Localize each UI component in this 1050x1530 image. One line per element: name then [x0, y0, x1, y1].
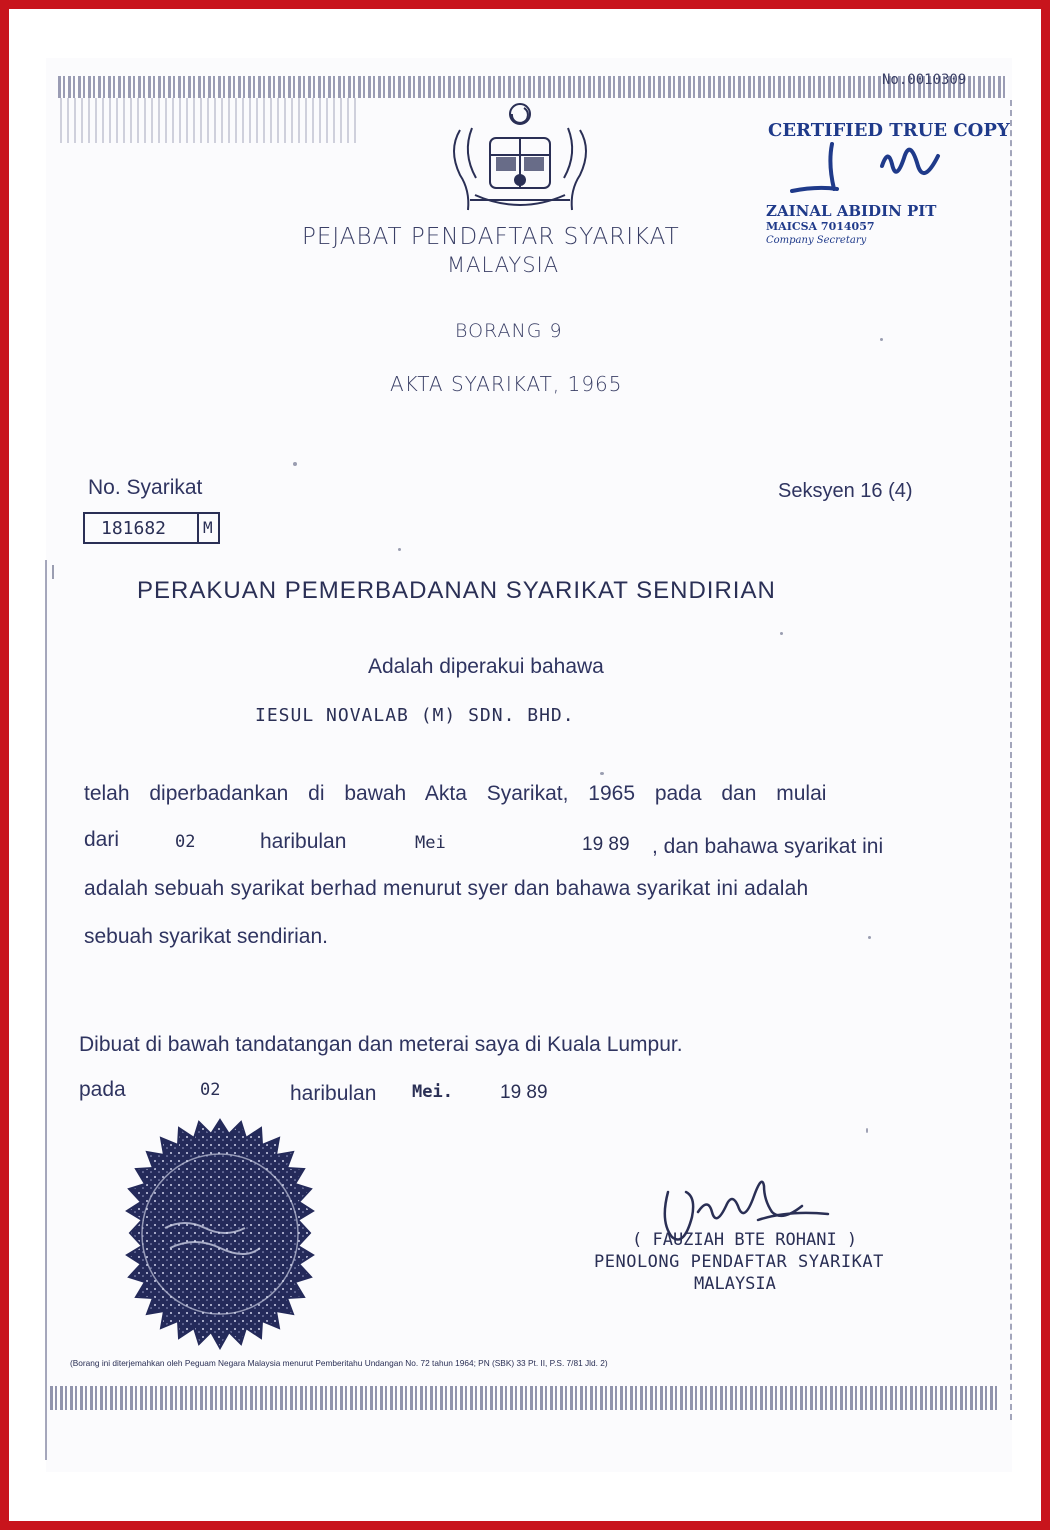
- company-no-box: [83, 512, 220, 544]
- body-day: 02: [175, 832, 196, 852]
- body-line-4: sebuah syarikat sendirian.: [84, 925, 328, 948]
- security-band-top: [58, 76, 1008, 98]
- signed-haribulan: haribulan: [290, 1082, 377, 1105]
- office-country: MALAYSIA: [447, 253, 560, 277]
- certificate-title: PERAKUAN PEMERBADANAN SYARIKAT SENDIRIAN: [137, 577, 776, 604]
- signatory-title: PENOLONG PENDAFTAR SYARIKAT: [594, 1252, 884, 1272]
- signatory-country: MALAYSIA: [694, 1274, 776, 1294]
- body-line-2-end: , dan bahawa syarikat ini: [652, 835, 884, 858]
- signed-month: Mei.: [412, 1082, 453, 1102]
- body-haribulan: haribulan: [260, 830, 347, 853]
- form-number: BORANG 9: [455, 320, 563, 342]
- stamp-title: CERTIFIED TRUE COPY: [768, 120, 1010, 141]
- company-name: IESUL NOVALAB (M) SDN. BHD.: [255, 705, 575, 726]
- signed-pada: pada: [79, 1078, 126, 1101]
- company-suffix: M: [203, 518, 213, 537]
- signed-line: Dibuat di bawah tandatangan dan meterai saya di Kuala Lumpur.: [79, 1033, 683, 1056]
- act-title: AKTA SYARIKAT, 1965: [390, 372, 623, 396]
- serial-number: No.0010309: [882, 72, 967, 88]
- company-no: 181682: [101, 518, 167, 539]
- signed-year: 19 89: [500, 1082, 548, 1103]
- body-month: Mei: [415, 833, 446, 853]
- body-line-1: telah diperbadankan di bawah Akta Syarikat, 1965 pada dan mulai: [84, 782, 827, 805]
- print-noise: [60, 98, 360, 143]
- signed-day: 02: [200, 1080, 221, 1100]
- stamp-name: ZAINAL ABIDIN PIT: [766, 202, 937, 220]
- section-reference: Seksyen 16 (4): [778, 480, 913, 502]
- signature-icon: [782, 136, 982, 206]
- footer-note: (Borang ini diterjemahkan oleh Peguam Negara Malaysia menurut Pemberitahu Undangan No. 72 tahun 1964; PN (SBK) 33 Pt. II, P.S. 7/81 Jld. 2): [70, 1358, 608, 1368]
- security-band-bottom: [50, 1386, 1000, 1410]
- stamp-license: MAICSA 7014057: [766, 220, 875, 233]
- registrar-seal-icon: [105, 1118, 335, 1350]
- body-dari: dari: [84, 828, 120, 851]
- malaysia-coat-of-arms-icon: [440, 100, 600, 220]
- right-border-line: [1010, 100, 1012, 1420]
- body-line-3: adalah sebuah syarikat berhad menurut syer dan bahawa syarikat ini adalah: [84, 877, 809, 900]
- signatory-name: ( FAUZIAH BTE ROHANI ): [632, 1230, 858, 1250]
- left-border-line: [45, 560, 47, 1460]
- certify-intro: Adalah diperakui bahawa: [368, 655, 604, 678]
- stamp-role: Company Secretary: [766, 235, 867, 246]
- certified-true-copy-stamp: [762, 118, 1010, 258]
- office-title: PEJABAT PENDAFTAR SYARIKAT: [302, 224, 680, 250]
- body-year: 19 89: [582, 834, 630, 855]
- company-no-label: No. Syarikat: [88, 476, 203, 499]
